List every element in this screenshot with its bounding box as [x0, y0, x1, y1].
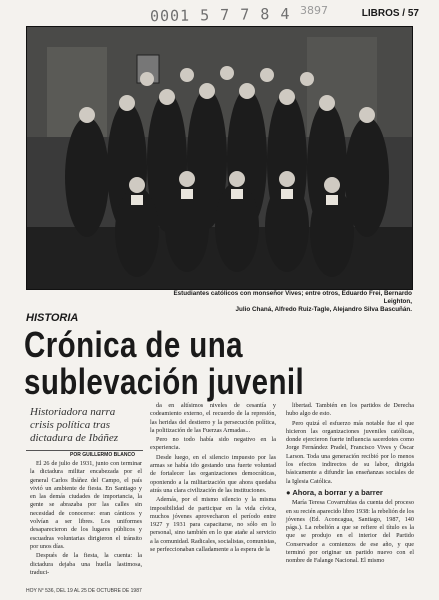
article-deck: Historiadora narra crisis política tras dictadura de Ibáñez	[30, 406, 118, 444]
section-header: LIBROS / 57	[361, 8, 419, 19]
paragraph: Desde luego, en el silencio impuesto por las armas se había ido gestando una fuerte voluntad de fortalecer las organizaciones democráticas, oponiendo a la militarización que ahora quedaba atrás una clara civilización de las instituciones.	[150, 453, 276, 494]
group-photo-illustration	[27, 27, 412, 289]
deck-divider	[26, 450, 143, 451]
photo-caption-line-1: Estudiantes católicos con monseñor Vives; entre otros, Eduardo Frei, Bernardo Leighton,	[173, 290, 412, 305]
paragraph: María Teresa Covarrubias da cuenta del proceso en su recién aparecido libro 1938: la rebelión de los jóvenes (Ed. Aconcagua, Santiago, 1987, 140 págs.). La rebelión a que se refiere el título es la que se produjo en el interior del Partido Conservador a comienzos de ese año, y que terminó por originar un partido nuevo con el nombre de Falange Nacional. El mismo	[286, 499, 415, 565]
headline-line-1: Crónica de una	[24, 324, 243, 365]
article-headline	[24, 326, 344, 400]
publication-footer: HOY N° 536, DEL 19 AL 25 DE OCTUBRE DE 1987	[26, 588, 142, 594]
archive-handwritten-number: 0001 5 7 7 8 4	[149, 4, 291, 26]
photo-caption	[150, 290, 412, 314]
paragraph: da en altísimos niveles de cesantía y codeamiento externo, el recuerdo de la represión, las heridas del destierro y la persecución política, la politización de las Fuerzas Armadas...	[150, 402, 276, 434]
paragraph: Después de la fiesta, la cuenta: la dictadura dejaba una huella lastimosa, traduci-	[30, 552, 142, 576]
article-column-2	[150, 402, 276, 555]
paragraph: Pero no todo había sido negativo en la experiencia.	[150, 436, 276, 452]
paragraph: libertad. También en los partidos de Derecha hubo algo de esto.	[286, 402, 414, 418]
paragraph: El 26 de julio de 1931, junto con terminar la dictadura militar encabezada por el general Carlos Ibáñez del Campo, el país vivió un ambiente de fiesta. En Santiago y en las demás ciudades de importancia, la gente se abrazaba por las calles sin necesidad de conocerse: eran cánticos y volvían a ser libres. Los uniformes desaparecieron de los lugares públicos y escuadras voluntarias dirigieron el tránsito por unos días.	[30, 460, 142, 550]
headline-line-2: sublevación juvenil	[24, 361, 305, 402]
paragraph: Además, por el mismo silencio y la misma imposibilidad de participar en la vida cívica, muchos jóvenes aprovecharon el período entre 1927 y 1931 para capacitarse, no sólo en lo personal, sino también en lo que atañe al servicio a la comunidad. Radicales, socialistas, comunistas, se perfeccionaban calladamente a la espera de la	[150, 496, 276, 554]
article-column-1	[30, 460, 142, 578]
section-kicker: HISTORIA	[26, 312, 79, 324]
photo-caption-line-2: Julio Chaná, Alfredo Ruiz-Tagle, Alejandro Silva Bascuñán.	[235, 306, 412, 313]
group-photo	[26, 26, 413, 290]
paragraph: Pero quizá el esfuerzo más notable fue el que hicieron las organizaciones juveniles católicas, donde ejercieron fuerte influencia sacerdotes como Jorge Fernández Pradel, Francisco Vives y Óscar Larson. Toda una generación recibió por lo menos los efectos indirectos de su labor, dirigida básicamente a difundir las enseñanzas sociales de la Iglesia Católica.	[286, 419, 414, 485]
article-column-3	[286, 402, 414, 567]
article-byline: POR GUILLERMO BLANCO	[70, 452, 135, 458]
archive-corner-mark: 3897	[300, 4, 328, 17]
article-subhead: ● Ahora, a borrar y a barrer	[286, 487, 383, 497]
